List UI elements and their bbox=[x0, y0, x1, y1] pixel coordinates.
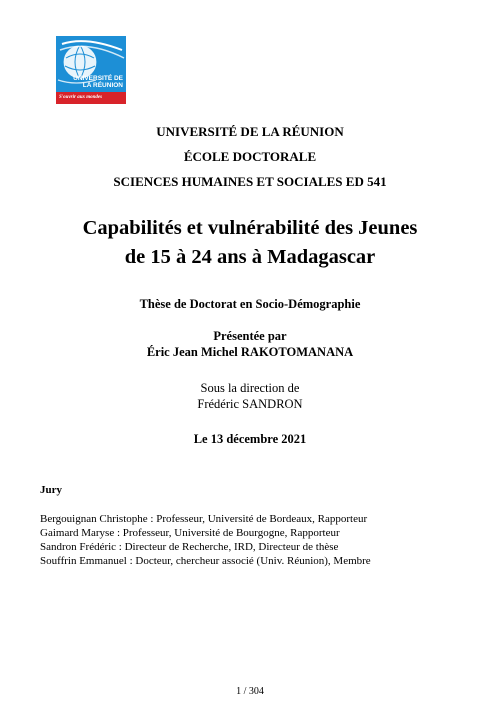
jury-member: Souffrin Emmanuel : Docteur, chercheur associé (Univ. Réunion), Membre bbox=[40, 555, 371, 567]
thesis-title-line1: Capabilités et vulnérabilité des Jeunes bbox=[82, 217, 418, 239]
university-name: UNIVERSITÉ DE LA RÉUNION bbox=[156, 124, 344, 139]
jury-heading: Jury bbox=[40, 484, 62, 496]
doctoral-school: ÉCOLE DOCTORALE bbox=[183, 149, 317, 164]
jury-member: Bergouignan Christophe : Professeur, Université de Bordeaux, Rapporteur bbox=[40, 513, 368, 525]
jury-member: Gaimard Maryse : Professeur, Université de Bourgogne, Rapporteur bbox=[40, 527, 340, 539]
presented-by-label: Présentée par bbox=[213, 329, 287, 343]
page-number: 1 / 304 bbox=[236, 686, 264, 697]
jury-member: Sandron Frédéric : Directeur de Recherche, IRD, Directeur de thèse bbox=[40, 541, 339, 553]
logo-emblem bbox=[56, 36, 126, 92]
doctoral-school-field: SCIENCES HUMAINES ET SOCIALES ED 541 bbox=[113, 174, 387, 189]
jury-list bbox=[40, 512, 371, 568]
university-logo bbox=[56, 36, 126, 104]
thesis-title-line2: de 15 à 24 ans à Madagascar bbox=[124, 246, 376, 268]
logo-name bbox=[73, 75, 123, 89]
logo-name-line2: LA RÉUNION bbox=[82, 82, 123, 89]
defense-date: Le 13 décembre 2021 bbox=[193, 432, 307, 446]
direction-label: Sous la direction de bbox=[200, 381, 300, 395]
director-name: Frédéric SANDRON bbox=[197, 397, 303, 411]
logo-name-line1: UNIVERSITÉ DE bbox=[73, 75, 123, 82]
thesis-type: Thèse de Doctorat en Socio-Démographie bbox=[139, 297, 361, 311]
logo-tagline: S'ouvrir aux mondes bbox=[56, 92, 126, 104]
author-name: Éric Jean Michel RAKOTOMANANA bbox=[146, 345, 354, 359]
